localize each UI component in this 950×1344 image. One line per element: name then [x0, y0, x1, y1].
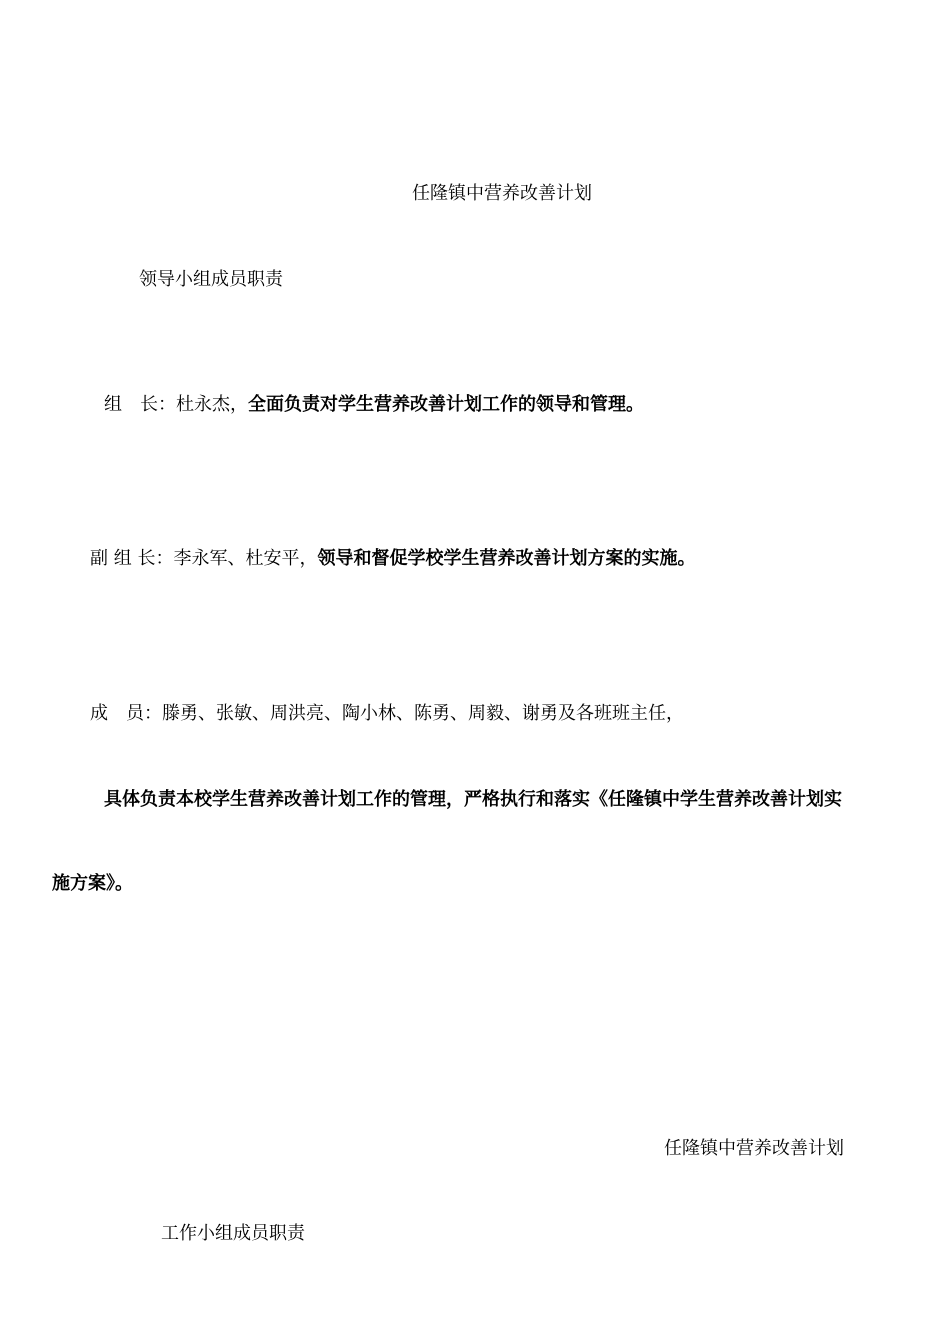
section-heading-working-group: 工作小组成员职责: [161, 1223, 305, 1244]
members-names: 滕勇、张敏、周洪亮、陶小林、陈勇、周毅、谢勇及各班班主任，: [162, 703, 684, 724]
members-paragraph: [90, 702, 684, 726]
members-duty-line-1: 具体负责本校学生营养改善计划工作的管理，严格执行和落实《任隆镇中学生营养改善计划实: [104, 789, 842, 810]
deputy-names: 李永军、杜安平，: [173, 548, 318, 569]
section-heading-leadership: 领导小组成员职责: [139, 269, 283, 290]
deputy-role: 副 组 长：: [90, 548, 174, 569]
leader-names: 杜永杰，: [176, 394, 248, 415]
document-title-2: 任隆镇中营养改善计划: [664, 1138, 844, 1159]
document-title: 任隆镇中营养改善计划: [412, 183, 592, 204]
deputy-paragraph: [90, 547, 695, 571]
members-duty-line-2: 施方案》。: [52, 873, 133, 894]
deputy-duty: 领导和督促学校学生营养改善计划方案的实施。: [317, 548, 696, 569]
leader-duty: 全面负责对学生营养改善计划工作的领导和管理。: [248, 394, 644, 415]
leader-paragraph: [104, 393, 644, 417]
members-role: 成 员：: [90, 703, 162, 724]
leader-role: 组 长：: [104, 394, 176, 415]
